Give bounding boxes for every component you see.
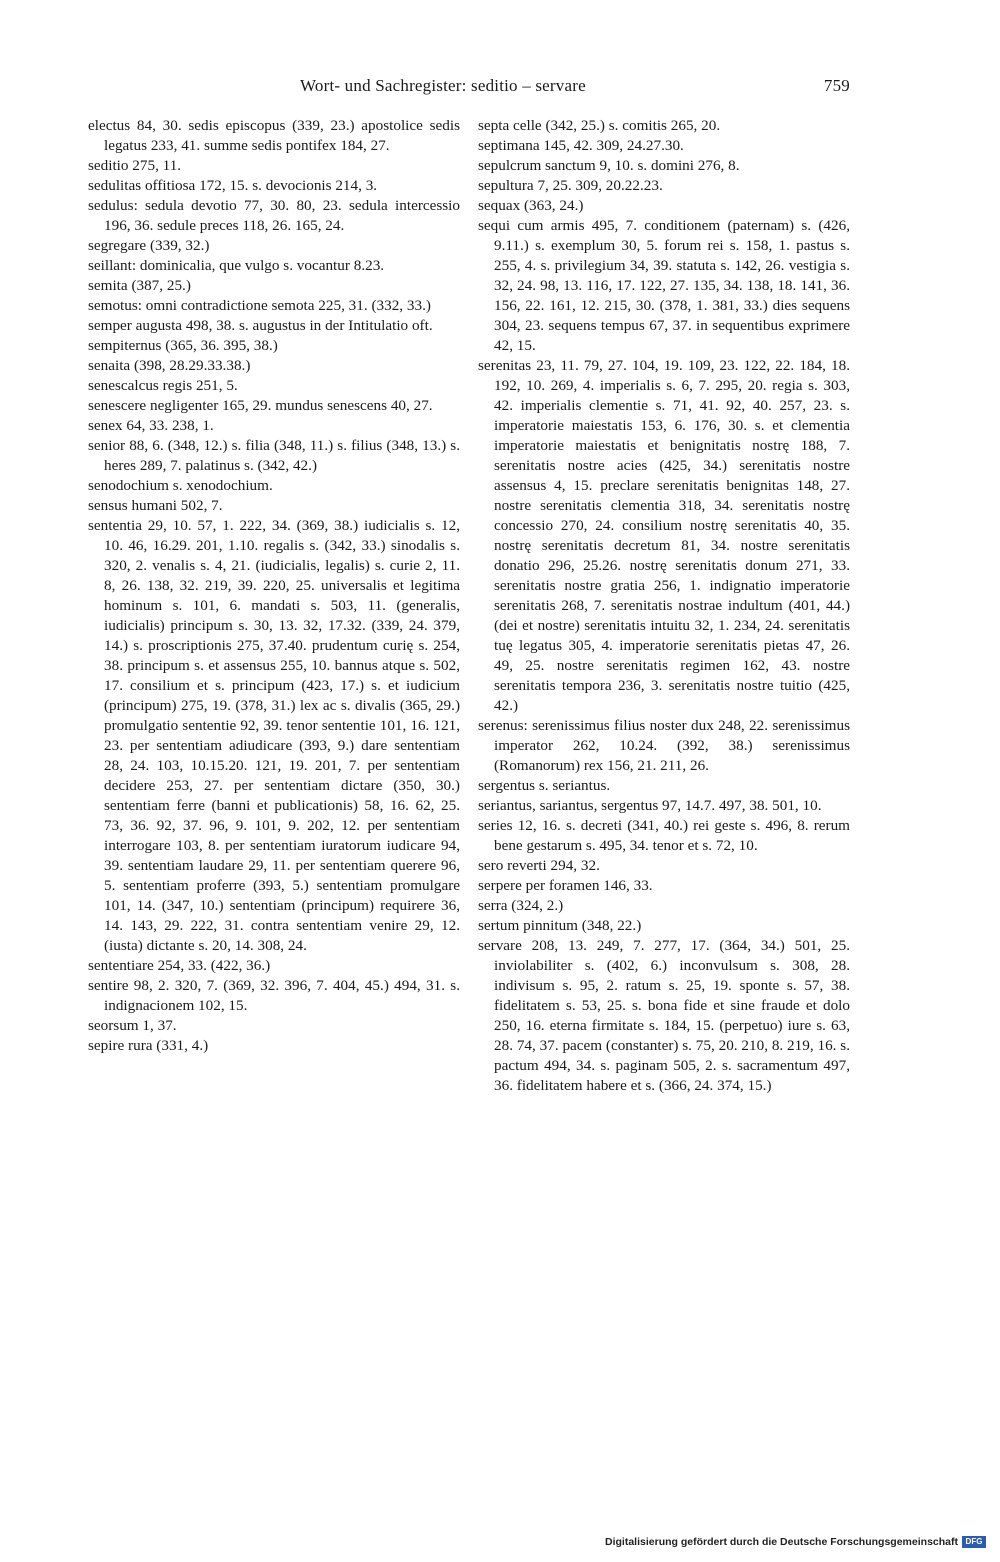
index-entry: seorsum 1, 37. [88,1017,177,1034]
index-entry: septimana 145, 42. 309, 24.27.30. [478,137,684,154]
footer-credit [605,1536,986,1548]
index-entry: seditio 275, 11. [88,157,182,174]
index-entry: segregare (339, 32.) [88,237,210,254]
index-entry: serenitas 23, 11. 79, 27. 104, 19. 109, 23. 122, 22. 184, 18. 192, 10. 269, 4. imperialis s. 6, 7. 295, 20. regia s. 303, 42. imperialis clementie s. 71, 41. 92, 40. 257, 23. s. imperatorie maiestatis 153, 6. 176, 30. s. et clementia imperatorie maiestatis et benignitatis nostrę 188, 7. serenitatis nostre acies (425, 34.) serenitatis nostre assensus 4, 15. preclare serenitatis benignitas 148, 27. nostre serenitatis clementia 318, 34. serenitatis nostrę concessio 270, 24. consilium nostrę serenitatis 40, 35. nostrę serenitatis decretum 81, 34. nostre serenitatis donatio 296, 25.26. nostrę serenitatis donum 271, 33. serenitatis nostre gratia 256, 1. indignatio imperatorie serenitatis 268, 7. serenitatis nostrae indultum (401, 44.) (dei et nostre) serenitatis intuitu 32, 1. 234, 24. serenitatis tuę legatus 305, 4. imperatorie serenitatis pietas 47, 26. 49, 25. nostre serenitatis regimen 162, 43. nostre serenitatis tempora 236, 3. serenitatis nostre tuitio (425, 42.) [478,357,850,714]
index-entry: servare 208, 13. 249, 7. 277, 17. (364, 34.) 501, 25. inviolabiliter s. (402, 6.) inconvulsum s. 308, 28. indivisum s. 95, 2. ratum s. 25, 19. sponte s. 57, 38. fidelitatem s. 53, 25. s. bona fide et sine fraude et dolo 250, 16. eterna firmitate s. 184, 15. (perpetuo) iure s. 63, 28. 74, 37. pacem (constanter) s. 75, 20. 210, 8. 219, 16. s. pactum 494, 34. s. paginam 505, 2. s. sacramentum 497, 36. fidelitatem habere et s. (366, 24. 374, 15.) [478,937,850,1094]
index-entry: senex 64, 33. 238, 1. [88,417,214,434]
index-entry: sertum pinnitum (348, 22.) [478,917,642,934]
index-entry: sequi cum armis 495, 7. conditionem (paternam) s. (426, 9.11.) s. exemplum 30, 5. forum rei s. 158, 1. pastus s. 255, 4. s. privilegium 34, 39. statuta s. 142, 26. vestigia s. 32, 24. 98, 13. 116, 17. 122, 27. 135, 34. 138, 18. 141, 36. 156, 22. 161, 12. 215, 30. (378, 1. 381, 33.) dies sequens 304, 23. sequens tempus 67, 37. in sequentibus exprimere 42, 15. [478,217,850,354]
index-entry: sepulcrum sanctum 9, 10. s. domini 276, 8. [478,157,740,174]
index-entry: electus 84, 30. sedis episcopus (339, 23.) apostolice sedis legatus 233, 41. summe sedis pontifex 184, 27. [88,117,460,154]
index-entry: serpere per foramen 146, 33. [478,877,653,894]
page-title: Wort- und Sachregister: seditio – servare [300,76,586,95]
footer-text: Digitalisierung gefördert durch die Deutsche Forschungsgemeinschaft [605,1536,958,1548]
left-column [88,116,460,1056]
page-number: 759 [823,76,850,95]
index-entry: sententiare 254, 33. (422, 36.) [88,957,271,974]
dfg-logo-icon: DFG [962,1536,986,1548]
index-entry: semita (387, 25.) [88,277,191,294]
index-entry: semper augusta 498, 38. s. augustus in der Intitulatio oft. [88,317,433,334]
index-entry: sedulus: sedula devotio 77, 30. 80, 23. sedula intercessio 196, 36. sedule preces 118, 26. 165, 24. [88,197,460,234]
index-entry: senodochium s. xenodochium. [88,477,273,494]
index-entry: serra (324, 2.) [478,897,564,914]
index-entry: sepire rura (331, 4.) [88,1037,209,1054]
index-entry: senior 88, 6. (348, 12.) s. filia (348, 11.) s. filius (348, 13.) s. heres 289, 7. palatinus s. (342, 42.) [88,437,460,474]
index-entry: seriantus, sariantus, sergentus 97, 14.7. 497, 38. 501, 10. [478,797,822,814]
index-entry: sentire 98, 2. 320, 7. (369, 32. 396, 7. 404, 45.) 494, 31. s. indignacionem 102, 15. [88,977,460,1014]
right-column [478,116,850,1096]
index-entry: senescere negligenter 165, 29. mundus senescens 40, 27. [88,397,433,414]
index-entry: series 12, 16. s. decreti (341, 40.) rei geste s. 496, 8. rerum bene gestarum s. 495, 34. tenor et s. 72, 10. [478,817,850,854]
index-entry: sensus humani 502, 7. [88,497,223,514]
index-entry: sententia 29, 10. 57, 1. 222, 34. (369, 38.) iudicialis s. 12, 10. 46, 16.29. 201, 1.10. regalis s. (342, 33.) sinodalis s. 320, 2. venalis s. 4, 21. (iudicialis, legalis) s. curie 2, 11. 8, 26. 138, 32. 219, 39. 220, 25. universalis et legitima hominum s. 101, 6. mandati s. 503, 11. (generalis, iudicialis) principum s. 30, 13. 32, 17.32. (339, 24. 379, 14.) s. proscriptionis 275, 37.40. prudentum curię s. 254, 38. principum s. et assensus 255, 10. bannus atque s. 502, 17. consilium et s. principum (423, 17.) s. et iudicium (principum) 275, 19. (378, 31.) lex ac s. divalis (365, 29.) promulgatio sententie 92, 39. tenor sententie 101, 16. 121, 23. per sententiam adiudicare (393, 9.) dare sententiam 28, 24. 103, 10.15.20. 121, 19. 201, 7. per sententiam decidere 253, 27. per sententiam dictare (350, 30.) sententiam ferre (banni et publicationis) 58, 16. 62, 25. 73, 36. 92, 37. 96, 9. 101, 9. 202, 12. per sententiam interrogare 103, 8. per sententiam iuratorum iudicare 94, 39. sententiam laudare 29, 11. per sententiam querere 96, 5. sententiam proferre (393, 5.) sententiam promulgare 101, 14. (347, 10.) sententiam (principum) requirere 36, 14. 143, 29. 222, 31. contra sententiam venire 29, 12. (iusta) dictante s. 20, 14. 308, 24. [88,517,460,954]
index-entry: sero reverti 294, 32. [478,857,600,874]
index-entry: sedulitas offitiosa 172, 15. s. devocionis 214, 3. [88,177,378,194]
index-entry: serenus: serenissimus filius noster dux 248, 22. serenissimus imperator 262, 10.24. (392, 38.) serenissimus (Romanorum) rex 156, 21. 211, 26. [478,717,850,774]
index-entry: sergentus s. seriantus. [478,777,611,794]
index-entry: sequax (363, 24.) [478,197,584,214]
index-entry: seillant: dominicalia, que vulgo s. vocantur 8.23. [88,257,385,274]
index-entry: septa celle (342, 25.) s. comitis 265, 20. [478,117,721,134]
index-entry: senescalcus regis 251, 5. [88,377,238,394]
index-entry: sepultura 7, 25. 309, 20.22.23. [478,177,663,194]
index-entry: senaita (398, 28.29.33.38.) [88,357,251,374]
index-entry: sempiternus (365, 36. 395, 38.) [88,337,278,354]
index-entry: semotus: omni contradictione semota 225, 31. (332, 33.) [88,297,431,314]
